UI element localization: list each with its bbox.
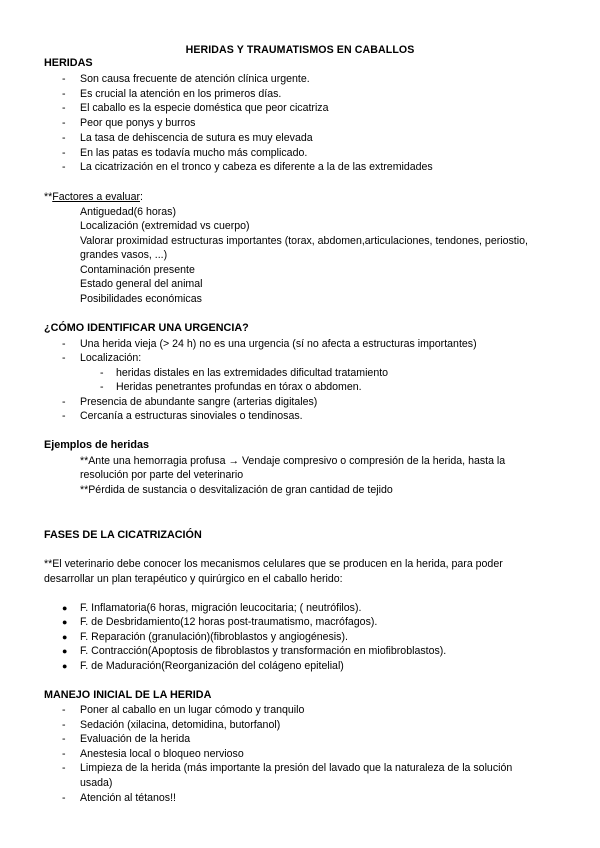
fases-intro: **El veterinario debe conocer los mecanismos celulares que se producen en la herida, para poder bbox=[44, 558, 503, 570]
factores-prefix: ** bbox=[44, 191, 53, 203]
dash-marker: - bbox=[100, 381, 104, 393]
heridas-item: En las patas es todavía mucho más complicado. bbox=[80, 147, 308, 159]
fase-item: F. Inflamatoria(6 horas, migración leucocitaria; ( neutrófilos). bbox=[80, 602, 362, 614]
urgencia-subitem: Heridas penetrantes profundas en tórax o abdomen. bbox=[116, 381, 362, 393]
bullet-marker: ● bbox=[62, 646, 68, 656]
manejo-item: Anestesia local o bloqueo nervioso bbox=[80, 748, 244, 760]
fase-item: F. Contracción(Apoptosis de fibroblastos y transformación en miofibroblastos). bbox=[80, 645, 447, 657]
manejo-item: Poner al caballo en un lugar cómodo y tranquilo bbox=[80, 704, 305, 716]
urgencia-item: Cercanía a estructuras sinoviales o tendinosas. bbox=[80, 410, 303, 422]
bullet-marker: ● bbox=[62, 661, 68, 671]
heridas-item: Es crucial la atención en los primeros días. bbox=[80, 88, 282, 100]
dash-marker: - bbox=[62, 792, 66, 804]
dash-marker: - bbox=[62, 132, 66, 144]
manejo-item: Sedación (xilacina, detomidina, butorfanol) bbox=[80, 719, 281, 731]
urgencia-item: Localización: bbox=[80, 352, 142, 364]
fases-intro: desarrollar un plan terapéutico y quirúrgico en el caballo herido: bbox=[44, 573, 343, 585]
section-heading-urgencia: ¿CÓMO IDENTIFICAR UNA URGENCIA? bbox=[44, 322, 249, 334]
dash-marker: - bbox=[100, 367, 104, 379]
manejo-item: Atención al tétanos!! bbox=[80, 792, 176, 804]
urgencia-item: Presencia de abundante sangre (arterias digitales) bbox=[80, 396, 318, 408]
fase-item: F. Reparación (granulación)(fibroblastos y angiogénesis). bbox=[80, 631, 348, 643]
dash-marker: - bbox=[62, 117, 66, 129]
factor-item: Contaminación presente bbox=[80, 264, 195, 276]
factores-label-text: Factores a evaluar bbox=[52, 191, 140, 203]
dash-marker: - bbox=[62, 102, 66, 114]
heridas-item: El caballo es la especie doméstica que peor cicatriza bbox=[80, 102, 329, 114]
section-heading-heridas: HERIDAS bbox=[44, 57, 93, 69]
manejo-item: usada) bbox=[80, 777, 113, 789]
factor-item: grandes vasos, ...) bbox=[80, 249, 168, 261]
dash-marker: - bbox=[62, 88, 66, 100]
factores-suffix: : bbox=[140, 191, 143, 203]
section-heading-fases: FASES DE LA CICATRIZACIÓN bbox=[44, 529, 202, 541]
heridas-item: Peor que ponys y burros bbox=[80, 117, 196, 129]
manejo-item: Evaluación de la herida bbox=[80, 733, 191, 745]
urgencia-item: Una herida vieja (> 24 h) no es una urgencia (sí no afecta a estructuras importantes) bbox=[80, 338, 477, 350]
dash-marker: - bbox=[62, 396, 66, 408]
dash-marker: - bbox=[62, 147, 66, 159]
section-heading-ejemplos: Ejemplos de heridas bbox=[44, 439, 150, 451]
document-title: HERIDAS Y TRAUMATISMOS EN CABALLOS bbox=[185, 44, 415, 56]
dash-marker: - bbox=[62, 352, 66, 364]
factor-item: Estado general del animal bbox=[80, 278, 203, 290]
bullet-marker: ● bbox=[62, 632, 68, 642]
section-heading-manejo: MANEJO INICIAL DE LA HERIDA bbox=[44, 689, 212, 701]
dash-marker: - bbox=[62, 762, 66, 774]
ejemplo-line: resolución por parte del veterinario bbox=[80, 469, 244, 481]
heridas-item: Son causa frecuente de atención clínica urgente. bbox=[80, 73, 310, 85]
dash-marker: - bbox=[62, 748, 66, 760]
factor-item: Valorar proximidad estructuras importantes (torax, abdomen,articulaciones, tendones, periostio, bbox=[80, 235, 528, 247]
heridas-item: La tasa de dehiscencia de sutura es muy elevada bbox=[80, 132, 313, 144]
bullet-marker: ● bbox=[62, 617, 68, 627]
dash-marker: - bbox=[62, 338, 66, 350]
bullet-marker: ● bbox=[62, 603, 68, 613]
factores-label bbox=[44, 191, 143, 204]
dash-marker: - bbox=[62, 733, 66, 745]
manejo-item: Limpieza de la herida (más importante la presión del lavado que la naturaleza de la solución bbox=[80, 762, 513, 774]
fase-item: F. de Maduración(Reorganización del colágeno epitelial) bbox=[80, 660, 344, 672]
dash-marker: - bbox=[62, 73, 66, 85]
factor-item: Localización (extremidad vs cuerpo) bbox=[80, 220, 250, 232]
factor-item: Posibilidades económicas bbox=[80, 293, 202, 305]
urgencia-subitem: heridas distales en las extremidades dificultad tratamiento bbox=[116, 367, 389, 379]
fase-item: F. de Desbridamiento(12 horas post-traumatismo, macrófagos). bbox=[80, 616, 378, 628]
dash-marker: - bbox=[62, 719, 66, 731]
heridas-item: La cicatrización en el tronco y cabeza es diferente a la de las extremidades bbox=[80, 161, 433, 173]
dash-marker: - bbox=[62, 410, 66, 422]
dash-marker: - bbox=[62, 161, 66, 173]
dash-marker: - bbox=[62, 704, 66, 716]
factor-item: Antiguedad(6 horas) bbox=[80, 206, 176, 218]
ejemplo-line: **Pérdida de sustancia o desvitalización de gran cantidad de tejido bbox=[80, 484, 393, 496]
ejemplo-line: **Ante una hemorragia profusa → Vendaje compresivo o compresión de la herida, hasta la bbox=[80, 455, 506, 467]
